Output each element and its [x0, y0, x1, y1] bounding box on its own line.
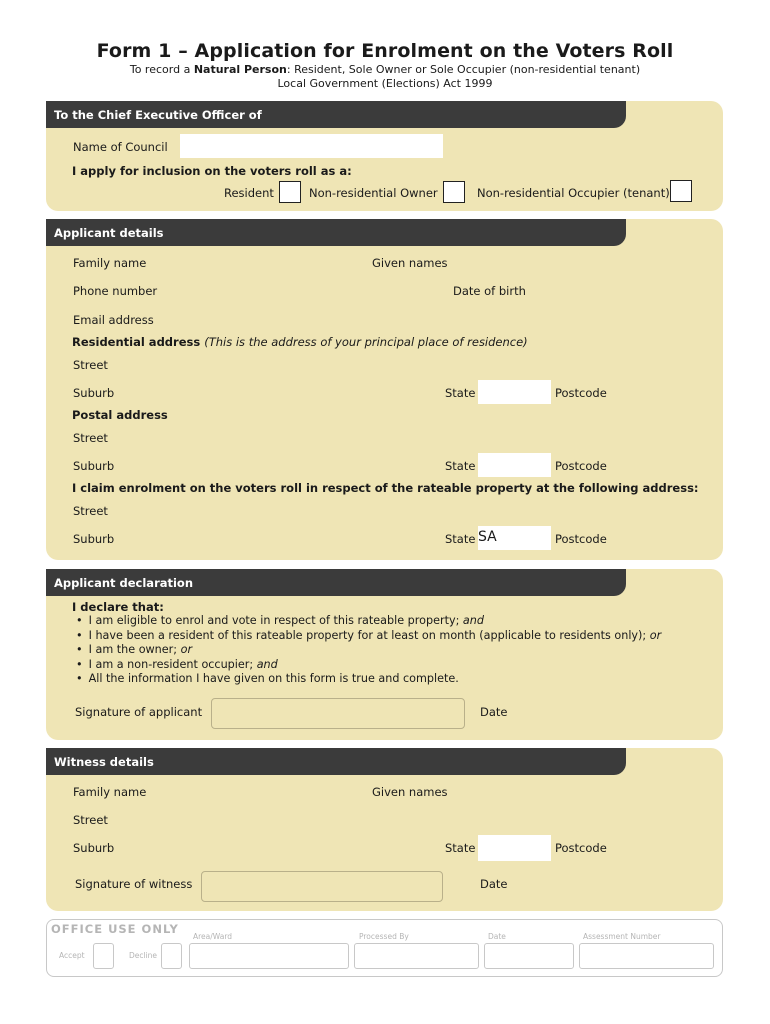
res-street-label: Street — [73, 358, 108, 372]
office-use-title: OFFICE USE ONLY — [51, 922, 179, 936]
postal-state-field[interactable] — [478, 453, 551, 477]
list-item: • I am a non-resident occupier; and — [76, 658, 661, 673]
property-state-value: SA — [478, 529, 497, 545]
dob-label: Date of birth — [453, 284, 526, 298]
postal-suburb-label: Suburb — [73, 459, 115, 473]
res-postcode-label: Postcode — [555, 386, 607, 400]
declaration-section-header: Applicant declaration — [46, 569, 626, 596]
decline-label: Decline — [129, 951, 158, 960]
assessment-label: Assessment Number — [583, 932, 661, 941]
given-names-label: Given names — [372, 256, 448, 270]
witness-section — [46, 748, 723, 911]
owner-checkbox[interactable] — [443, 181, 465, 203]
accept-label: Accept — [59, 951, 85, 960]
ceo-section — [46, 101, 723, 211]
applicant-signature-label: Signature of applicant — [75, 705, 203, 719]
accept-box[interactable] — [93, 943, 114, 969]
witness-given-label: Given names — [372, 785, 448, 799]
decline-box[interactable] — [161, 943, 182, 969]
processed-label: Processed By — [359, 932, 409, 941]
owner-label: Non-residential Owner — [309, 186, 438, 200]
postal-postcode-label: Postcode — [555, 459, 607, 473]
subtitle-suffix: : Resident, Sole Owner or Sole Occupier (non-residential tenant) — [286, 63, 641, 76]
property-street-label: Street — [73, 504, 108, 518]
assessment-box[interactable] — [579, 943, 714, 969]
res-suburb-label: Suburb — [73, 386, 115, 400]
family-name-label: Family name — [73, 256, 147, 270]
applicant-section — [46, 219, 723, 560]
applicant-date-label: Date — [480, 705, 508, 719]
processed-box[interactable] — [354, 943, 479, 969]
council-label: Name of Council — [73, 140, 168, 154]
resident-label: Resident — [224, 186, 274, 200]
witness-postcode-label: Postcode — [555, 841, 607, 855]
list-item: • I have been a resident of this rateable property for at least on month (applicable to residents only); or — [76, 629, 661, 644]
phone-label: Phone number — [73, 284, 158, 298]
office-date-label: Date — [488, 932, 506, 941]
property-state-field[interactable] — [478, 526, 551, 550]
subtitle-prefix: To record a — [129, 63, 194, 76]
council-field[interactable] — [180, 134, 443, 158]
declaration-list — [76, 614, 661, 687]
witness-family-label: Family name — [73, 785, 147, 799]
email-label: Email address — [73, 313, 154, 327]
declaration-section — [46, 569, 723, 740]
form-subtitle — [0, 63, 770, 76]
list-item: • All the information I have given on this form is true and complete. — [76, 672, 661, 687]
form-act: Local Government (Elections) Act 1999 — [277, 77, 493, 90]
subtitle-bold: Natural Person — [193, 63, 287, 76]
res-state-label: State — [445, 386, 476, 400]
property-state-label: State — [445, 532, 476, 546]
office-date-box[interactable] — [484, 943, 574, 969]
postal-state-label: State — [445, 459, 476, 473]
applicant-signature-box[interactable] — [211, 698, 465, 729]
occupier-checkbox[interactable] — [670, 180, 692, 202]
postal-heading: Postal address — [72, 408, 168, 422]
witness-signature-label: Signature of witness — [75, 877, 193, 891]
witness-date-label: Date — [480, 877, 508, 891]
ceo-section-header: To the Chief Executive Officer of — [46, 101, 626, 128]
declare-intro: I declare that: — [72, 600, 164, 614]
res-state-field[interactable] — [478, 380, 551, 404]
form-title: Form 1 – Application for Enrolment on the Voters Roll — [96, 40, 674, 62]
witness-signature-box[interactable] — [201, 871, 443, 902]
property-suburb-label: Suburb — [73, 532, 115, 546]
witness-section-header: Witness details — [46, 748, 626, 775]
residential-note: (This is the address of your principal place of residence) — [204, 335, 528, 349]
resident-checkbox[interactable] — [279, 181, 301, 203]
witness-street-label: Street — [73, 813, 108, 827]
residential-heading — [72, 335, 528, 349]
office-use-panel — [46, 919, 723, 977]
witness-state-field[interactable] — [478, 835, 551, 861]
witness-suburb-label: Suburb — [73, 841, 115, 855]
claim-heading: I claim enrolment on the voters roll in respect of the rateable property at the following address: — [72, 481, 699, 495]
list-item: • I am eligible to enrol and vote in respect of this rateable property; and — [76, 614, 661, 629]
area-label: Area/Ward — [193, 932, 233, 941]
postal-street-label: Street — [73, 431, 108, 445]
residential-heading-text: Residential address — [72, 335, 201, 349]
property-postcode-label: Postcode — [555, 532, 607, 546]
list-item: • I am the owner; or — [76, 643, 661, 658]
applicant-section-header: Applicant details — [46, 219, 626, 246]
witness-state-label: State — [445, 841, 476, 855]
area-box[interactable] — [189, 943, 349, 969]
occupier-label: Non-residential Occupier (tenant) — [477, 186, 670, 200]
apply-label: I apply for inclusion on the voters roll as a: — [72, 164, 352, 178]
